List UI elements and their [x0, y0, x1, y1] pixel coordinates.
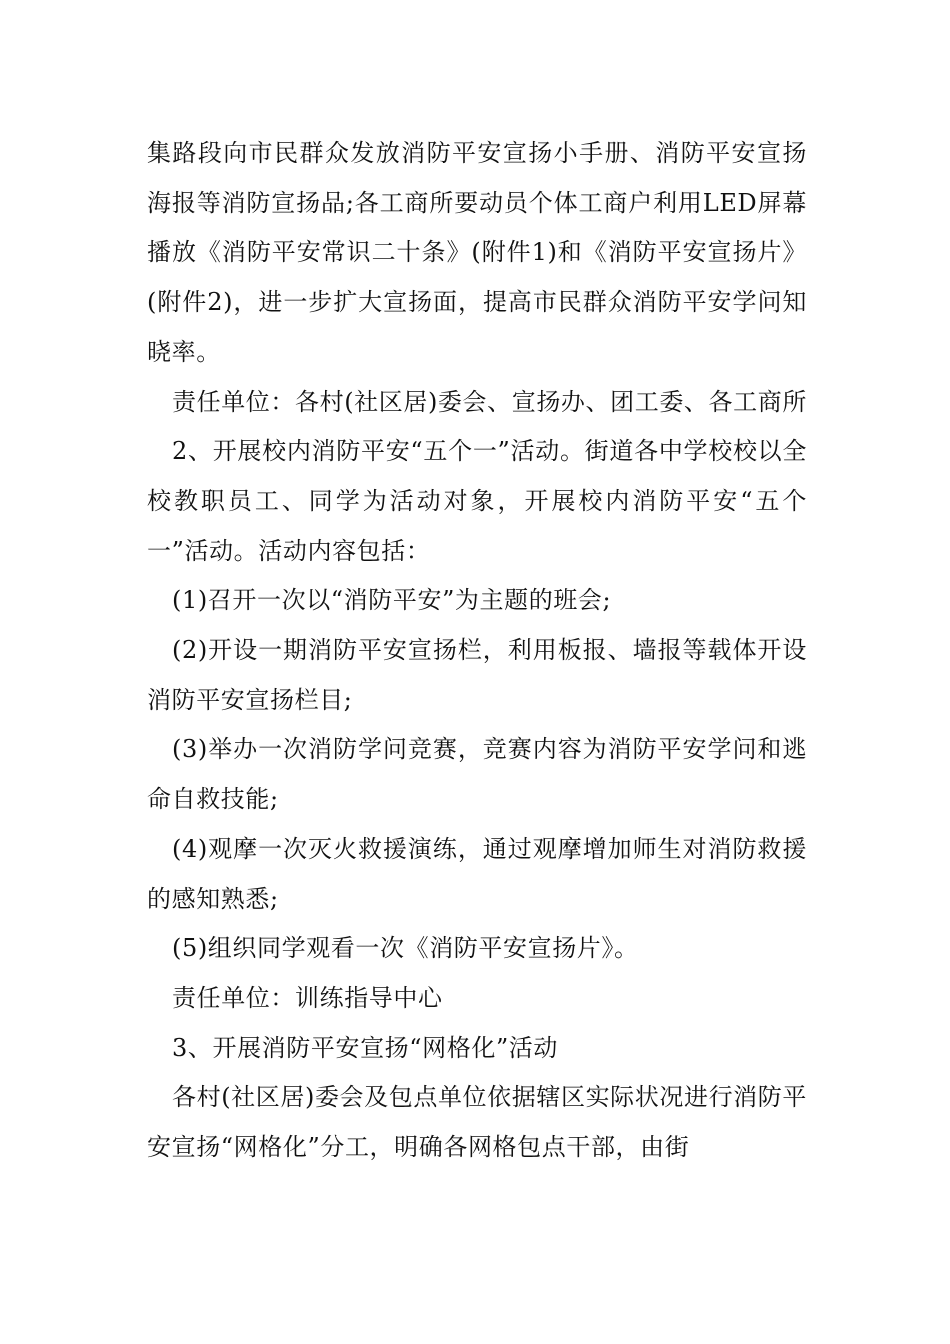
list-item-drill-observation: (4)观摩一次灭火救援演练，通过观摩增加师生对消防救援的感知熟悉;	[147, 834, 807, 913]
list-item-class-meeting: (1)召开一次以“消防平安”为主题的班会;	[172, 586, 612, 615]
paragraph-school-activity: 2、开展校内消防平安“五个一”活动。街道各中学校校以全校教职员工、同学为活动对象，开展校内消防平安“五个一”活动。活动内容包括：	[147, 437, 807, 565]
list-item-video-viewing: (5)组织同学观看一次《消防平安宣扬片》。	[172, 934, 639, 963]
list-item-bulletin-board: (2)开设一期消防平安宣扬栏，利用板报、墙报等载体开设消防平安宣扬栏目;	[147, 636, 807, 714]
paragraph-responsible-units-2: 责任单位：训练指导中心	[172, 983, 443, 1012]
section-heading-grid-activity: 3、开展消防平安宣扬“网格化”活动	[172, 1033, 559, 1062]
paragraph-grid-assignment: 各村(社区居)委会及包点单位依据辖区实际状况进行消防平安宣扬“网格化”分工，明确各网格包点干部，由街	[147, 1083, 807, 1162]
paragraph-promotion-materials: 集路段向市民群众发放消防平安宣扬小手册、消防平安宣扬海报等消防宣扬品;各工商所要动员个体工商户利用LED屏幕播放《消防平安常识二十条》(附件1)和《消防平安宣扬片》(附件2)，进一步扩大宣扬面，提高市民群众消防平安学问知晓率。	[147, 139, 807, 366]
paragraph-responsible-units-1: 责任单位：各村(社区居)委会、宣扬办、团工委、各工商所	[172, 387, 807, 416]
document-body	[147, 129, 807, 1173]
list-item-knowledge-contest: (3)举办一次消防学问竞赛，竞赛内容为消防平安学问和逃命自救技能;	[147, 735, 807, 814]
